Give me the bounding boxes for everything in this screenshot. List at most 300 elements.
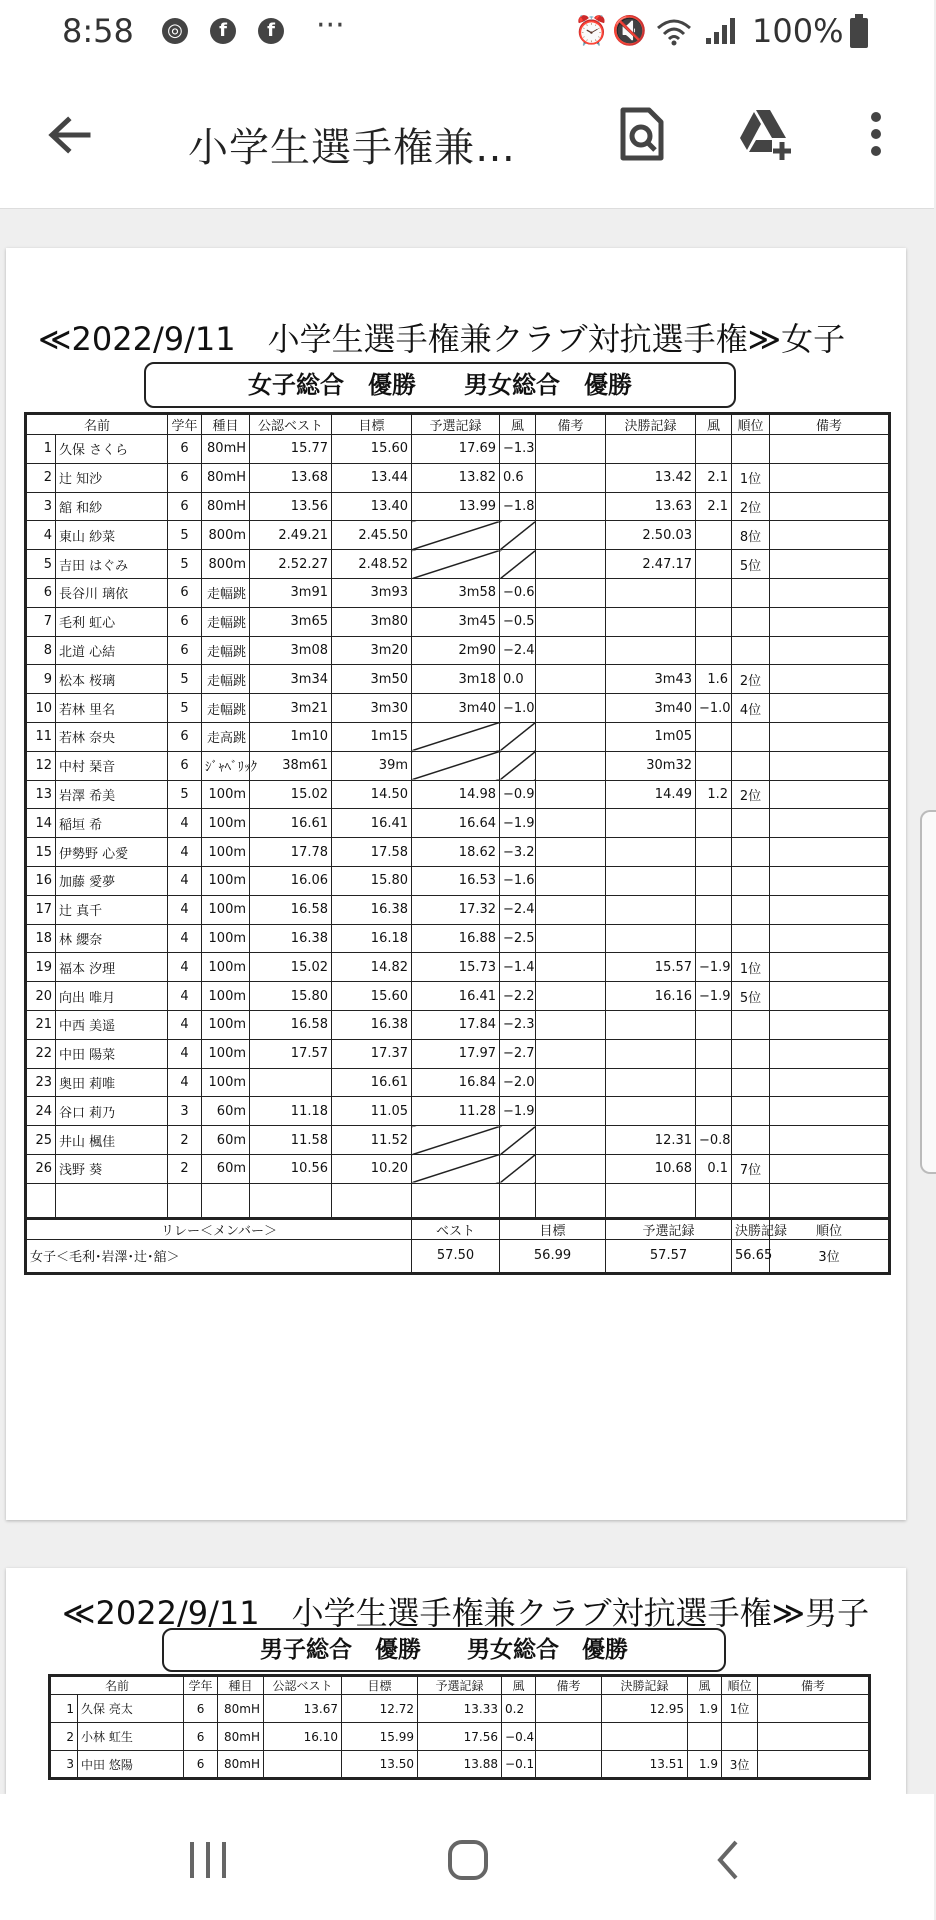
row-number: 17 [26,895,56,924]
back-nav-icon[interactable] [700,1830,760,1890]
table-row [26,435,890,464]
final-rank: 8位 [732,521,770,550]
app-bar [0,62,934,209]
best-record: 16.61 [250,809,332,838]
athlete-name: 久保 亮太 [78,1695,184,1723]
event: 100m [202,1068,250,1097]
best-record [250,1068,332,1097]
table-row [26,1039,890,1068]
final-record: 2.50.03 [606,521,696,550]
prelim-record: 3m18 [412,665,500,694]
alarm-icon: ⏰ [574,14,609,47]
final-wind [696,578,732,607]
drive-add-icon[interactable] [736,104,796,164]
final-note [758,1695,870,1723]
table-row [26,550,890,579]
table-row [26,463,890,492]
prelim-wind: −2.7 [500,1039,536,1068]
final-record [606,838,696,867]
target-record: 13.44 [332,463,412,492]
row-number: 3 [26,492,56,521]
prelim-note [536,1126,606,1155]
battery-icon [850,18,868,48]
target-record: 16.18 [332,924,412,953]
final-note [770,809,890,838]
final-rank: 2位 [732,780,770,809]
grade: 5 [168,694,202,723]
header-note: 備考 [536,1676,602,1695]
row-number: 21 [26,1010,56,1039]
best-record: 15.02 [250,953,332,982]
row-number: 23 [26,1068,56,1097]
prelim-record: 17.56 [418,1723,502,1751]
back-arrow-icon[interactable] [44,110,94,171]
final-record [606,1039,696,1068]
prelim-record [412,751,500,780]
final-note [770,694,890,723]
prelim-note [536,550,606,579]
row-number: 5 [26,550,56,579]
grade: 4 [168,809,202,838]
event: 100m [202,838,250,867]
athlete-name: 小林 虹生 [78,1723,184,1751]
athlete-name: 中西 美遥 [56,1010,168,1039]
table-row [26,1068,890,1097]
grade: 4 [168,838,202,867]
prelim-note [536,435,606,464]
final-wind [696,550,732,579]
header-wind: 風 [502,1676,536,1695]
prelim-note [536,924,606,953]
grade: 4 [168,895,202,924]
prelim-record [412,1126,500,1155]
final-wind [696,895,732,924]
final-wind [696,521,732,550]
prelim-note [536,982,606,1011]
final-record [606,1010,696,1039]
header-name: 名前 [50,1676,184,1695]
table-row [50,1723,870,1751]
prelim-wind: −0.5 [500,607,536,636]
final-note [770,1068,890,1097]
final-wind [696,1097,732,1126]
mute-icon: 🔇 [612,14,647,47]
header-wind-final: 風 [696,414,732,435]
event: ｼﾞｬﾍﾞﾘｯｸ [202,751,250,780]
final-note [770,435,890,464]
table-row [26,953,890,982]
final-rank [732,838,770,867]
best-record: 15.02 [250,780,332,809]
event: 80mH [202,463,250,492]
status-bar [0,0,934,62]
final-note [770,780,890,809]
final-record: 13.51 [602,1751,688,1779]
final-record [602,1723,688,1751]
prelim-record: 18.62 [412,838,500,867]
relay-header-row [26,1218,890,1239]
athlete-name: 松本 桜璃 [56,665,168,694]
prelim-record: 13.33 [418,1695,502,1723]
athlete-name: 福本 汐理 [56,953,168,982]
best-record [264,1751,342,1779]
prelim-wind: −0.4 [502,1723,536,1751]
grade: 4 [168,1010,202,1039]
final-wind [696,838,732,867]
prelim-record: 11.28 [412,1097,500,1126]
final-record: 3m43 [606,665,696,694]
event: 走高跳 [202,722,250,751]
table-row [50,1751,870,1779]
event: 60m [202,1097,250,1126]
championship-banner-girls: 女子総合 優勝 男女総合 優勝 [144,362,736,408]
table-row [26,722,890,751]
final-rank [732,924,770,953]
table-row [26,866,890,895]
row-number: 8 [26,636,56,665]
prelim-note [536,866,606,895]
prelim-wind: −3.2 [500,838,536,867]
document-page-girls [6,248,906,1520]
row-number: 16 [26,866,56,895]
athlete-name: 加藤 愛夢 [56,866,168,895]
event: 800m [202,521,250,550]
target-record: 17.37 [332,1039,412,1068]
final-rank [732,751,770,780]
final-wind: 1.9 [688,1751,722,1779]
prelim-wind: −1.9 [500,1097,536,1126]
final-rank [732,1068,770,1097]
final-record: 10.68 [606,1154,696,1183]
prelim-wind: −0.1 [502,1751,536,1779]
prelim-wind: −2.4 [500,895,536,924]
event: 走幅跳 [202,665,250,694]
final-record: 12.31 [606,1126,696,1155]
row-number: 11 [26,722,56,751]
final-rank [732,435,770,464]
prelim-wind: −0.9 [500,780,536,809]
header-wind: 風 [500,414,536,435]
best-record: 3m08 [250,636,332,665]
header-grade: 学年 [184,1676,218,1695]
best-record: 13.56 [250,492,332,521]
athlete-name: 舘 和紗 [56,492,168,521]
best-record: 15.77 [250,435,332,464]
event: 100m [202,1010,250,1039]
prelim-note [536,1010,606,1039]
final-record: 15.57 [606,953,696,982]
scroll-handle[interactable] [920,810,936,1174]
final-note [770,838,890,867]
grade: 2 [168,1154,202,1183]
final-rank: 5位 [732,982,770,1011]
grade: 5 [168,665,202,694]
table-row [26,521,890,550]
table-row [26,1097,890,1126]
final-note [770,1010,890,1039]
final-wind: −1.9 [696,982,732,1011]
best-record: 16.58 [250,1010,332,1039]
final-record: 12.95 [602,1695,688,1723]
target-record: 1m15 [332,722,412,751]
final-wind: −1.0 [696,694,732,723]
final-rank [732,866,770,895]
target-record: 16.41 [332,809,412,838]
final-wind [696,924,732,953]
document-title: 小学生選手権兼… [188,125,516,171]
grade: 6 [168,722,202,751]
target-record: 15.60 [332,982,412,1011]
navigation-bar [0,1794,934,1920]
document-search-icon[interactable] [612,104,672,164]
table-row [50,1695,870,1723]
prelim-wind: −2.5 [500,924,536,953]
relay-header-members: リレー＜メンバー＞ [26,1218,412,1239]
prelim-wind: −1.8 [500,492,536,521]
grade: 4 [168,1039,202,1068]
target-record: 3m30 [332,694,412,723]
prelim-record [412,722,500,751]
event: 走幅跳 [202,694,250,723]
event: 走幅跳 [202,607,250,636]
final-rank: 1位 [732,463,770,492]
final-record: 30m32 [606,751,696,780]
final-wind [696,866,732,895]
final-rank: 2位 [732,492,770,521]
prelim-record: 17.32 [412,895,500,924]
event: 60m [202,1126,250,1155]
athlete-name: 中村 琹音 [56,751,168,780]
grade: 4 [168,924,202,953]
athlete-name: 井山 楓佳 [56,1126,168,1155]
final-note [770,924,890,953]
row-number: 4 [26,521,56,550]
event: 走幅跳 [202,578,250,607]
chrome-icon: ◎ [162,18,188,44]
signal-icon [704,16,740,46]
grade: 4 [168,982,202,1011]
final-wind: 0.1 [696,1154,732,1183]
table-row [26,982,890,1011]
prelim-record: 16.84 [412,1068,500,1097]
prelim-note [536,1751,602,1779]
header-wind-final: 風 [688,1676,722,1695]
girls-header-row [26,414,890,435]
final-record [606,435,696,464]
header-target: 目標 [342,1676,418,1695]
target-record: 16.38 [332,895,412,924]
prelim-note [536,1039,606,1068]
final-record [606,866,696,895]
relay-target: 56.99 [500,1239,606,1273]
prelim-note [536,751,606,780]
final-note [770,636,890,665]
prelim-note [536,1695,602,1723]
athlete-name: 稲垣 希 [56,809,168,838]
final-wind [696,1068,732,1097]
table-row [26,838,890,867]
row-number: 9 [26,665,56,694]
grade: 6 [168,636,202,665]
grade: 6 [184,1751,218,1779]
prelim-record [412,550,500,579]
final-record [606,578,696,607]
home-icon[interactable] [438,1830,498,1890]
row-number: 14 [26,809,56,838]
best-record: 17.78 [250,838,332,867]
final-rank [732,809,770,838]
prelim-note [536,665,606,694]
prelim-record: 14.98 [412,780,500,809]
prelim-wind [500,521,536,550]
prelim-record [412,521,500,550]
best-record: 2.52.27 [250,550,332,579]
grade: 4 [168,866,202,895]
prelim-record: 13.99 [412,492,500,521]
target-record: 39m [332,751,412,780]
final-wind: 2.1 [696,492,732,521]
prelim-note [536,463,606,492]
prelim-wind: 0.2 [502,1695,536,1723]
final-note [770,1154,890,1183]
final-record [606,809,696,838]
prelim-record: 17.84 [412,1010,500,1039]
final-rank [722,1723,758,1751]
row-number: 18 [26,924,56,953]
final-note [770,1039,890,1068]
prelim-wind: −1.0 [500,694,536,723]
prelim-record: 17.97 [412,1039,500,1068]
table-row [26,1126,890,1155]
final-record [606,1068,696,1097]
prelim-note [536,809,606,838]
event: 800m [202,550,250,579]
athlete-name: 長谷川 璃依 [56,578,168,607]
prelim-record [412,1154,500,1183]
prelim-wind: 0.6 [500,463,536,492]
target-record: 2.45.50 [332,521,412,550]
final-wind [696,435,732,464]
final-note [770,982,890,1011]
grade: 3 [168,1097,202,1126]
row-number: 6 [26,578,56,607]
recent-apps-icon[interactable] [178,1830,238,1890]
final-wind [696,722,732,751]
final-rank [732,1097,770,1126]
header-note-final: 備考 [758,1676,870,1695]
header-final: 決勝記録 [602,1676,688,1695]
final-record [606,636,696,665]
row-number: 25 [26,1126,56,1155]
prelim-note [536,1723,602,1751]
athlete-name: 若林 里名 [56,694,168,723]
final-rank: 1位 [722,1695,758,1723]
athlete-name: 岩澤 希美 [56,780,168,809]
more-vert-icon[interactable] [846,104,906,164]
grade: 5 [168,521,202,550]
grade: 6 [168,492,202,521]
row-number: 7 [26,607,56,636]
grade: 6 [184,1723,218,1751]
best-record: 3m65 [250,607,332,636]
row-number: 24 [26,1097,56,1126]
final-rank [732,1010,770,1039]
event: 80mH [218,1723,264,1751]
final-rank: 3位 [722,1751,758,1779]
target-record: 2.48.52 [332,550,412,579]
target-record: 14.50 [332,780,412,809]
final-rank: 2位 [732,665,770,694]
best-record: 13.68 [250,463,332,492]
athlete-name: 谷口 莉乃 [56,1097,168,1126]
relay-team: 女子＜毛利･岩澤･辻･舘＞ [26,1239,412,1273]
relay-best: 57.50 [412,1239,500,1273]
sheet-title-boys: ≪2022/9/11 小学生選手権兼クラブ対抗選手権≫男子 [62,1594,870,1632]
final-note [758,1723,870,1751]
header-event: 種目 [218,1676,264,1695]
final-note [770,1097,890,1126]
final-rank [732,895,770,924]
target-record: 3m50 [332,665,412,694]
prelim-wind [500,722,536,751]
prelim-wind [500,1126,536,1155]
target-record: 3m20 [332,636,412,665]
row-number: 2 [50,1723,78,1751]
prelim-note [536,636,606,665]
row-number: 19 [26,953,56,982]
header-name: 名前 [26,414,168,435]
table-row [26,895,890,924]
final-note [770,521,890,550]
grade: 6 [168,607,202,636]
prelim-note [536,607,606,636]
athlete-name: 北道 心結 [56,636,168,665]
event: 100m [202,982,250,1011]
best-record: 16.38 [250,924,332,953]
athlete-name: 伊勢野 心愛 [56,838,168,867]
athlete-name: 久保 さくら [56,435,168,464]
final-rank: 7位 [732,1154,770,1183]
event: 100m [202,924,250,953]
relay-prelim: 57.57 [606,1239,732,1273]
best-record: 11.58 [250,1126,332,1155]
row-number: 20 [26,982,56,1011]
prelim-note [536,780,606,809]
final-wind: −1.9 [696,953,732,982]
target-record: 15.99 [342,1723,418,1751]
event: 100m [202,895,250,924]
prelim-note [536,953,606,982]
athlete-name: 辻 知沙 [56,463,168,492]
table-row [26,492,890,521]
event: 100m [202,866,250,895]
target-record: 16.38 [332,1010,412,1039]
best-record: 11.18 [250,1097,332,1126]
prelim-record: 16.64 [412,809,500,838]
final-wind: 1.2 [696,780,732,809]
table-row [26,751,890,780]
final-record: 2.47.17 [606,550,696,579]
target-record: 14.82 [332,953,412,982]
target-record: 15.80 [332,866,412,895]
header-note: 備考 [536,414,606,435]
best-record: 3m21 [250,694,332,723]
table-row [26,636,890,665]
athlete-name: 中田 悠陽 [78,1751,184,1779]
target-record: 3m93 [332,578,412,607]
prelim-wind: −1.6 [500,866,536,895]
grade: 6 [168,435,202,464]
